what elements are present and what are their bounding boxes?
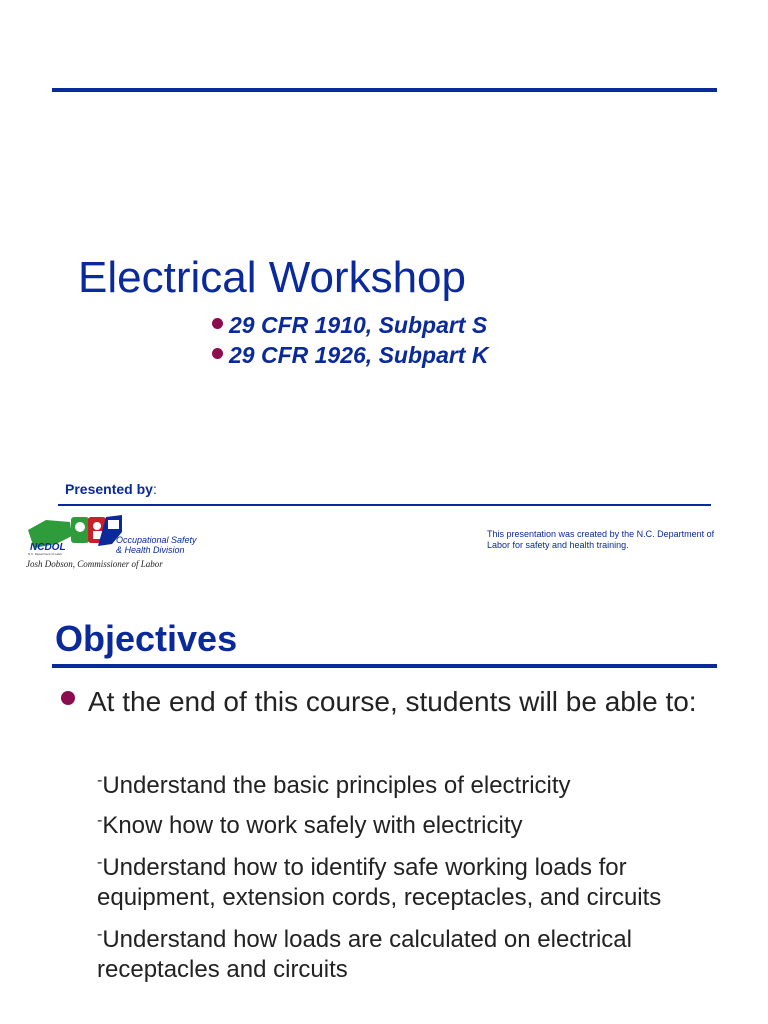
objectives-rule — [52, 664, 717, 668]
objective-text: Know how to work safely with electricity — [102, 812, 523, 839]
objectives-title: Objectives — [55, 618, 238, 659]
objective-item — [97, 806, 717, 841]
objective-item — [97, 848, 717, 913]
dash-marker: - — [97, 926, 103, 943]
logo-name: NCDOL — [30, 542, 66, 553]
mid-rule — [58, 504, 711, 506]
bullet-icon — [61, 691, 75, 705]
presented-by — [65, 481, 157, 497]
objective-text: Understand how loads are calculated on electrical receptacles and circuits — [97, 926, 632, 983]
subtitle-item — [212, 341, 488, 369]
objective-text: Understand how to identify safe working loads for equipment, extension cords, receptacles, and circuits — [97, 854, 662, 911]
subtitle-text: 29 CFR 1926, Subpart K — [229, 342, 489, 368]
bullet-icon — [212, 318, 223, 329]
top-rule — [52, 88, 717, 92]
objective-item — [97, 766, 717, 801]
commissioner-signature: Josh Dobson, Commissioner of Labor — [26, 559, 163, 569]
dash-marker: - — [97, 772, 103, 789]
logo-division-line2: & Health Division — [116, 545, 185, 555]
subtitle-item — [212, 311, 487, 339]
credit-note: This presentation was created by the N.C. Department of Labor for safety and health training. — [487, 529, 715, 550]
presented-colon: : — [152, 481, 157, 497]
dash-marker: - — [97, 812, 103, 829]
slide-title: Electrical Workshop — [78, 253, 466, 302]
logo-subtext: N.C. Department of Labor — [28, 552, 63, 556]
logo-division-line1: Occupational Safety — [116, 535, 197, 545]
objective-text: Understand the basic principles of electricity — [102, 772, 571, 799]
objectives-lead: At the end of this course, students will be able to: — [88, 686, 697, 717]
subtitle-text: 29 CFR 1910, Subpart S — [229, 312, 488, 338]
objective-item — [97, 920, 717, 985]
dash-marker: - — [97, 854, 103, 871]
bullet-icon — [212, 348, 223, 359]
presented-label: Presented by — [65, 481, 153, 497]
